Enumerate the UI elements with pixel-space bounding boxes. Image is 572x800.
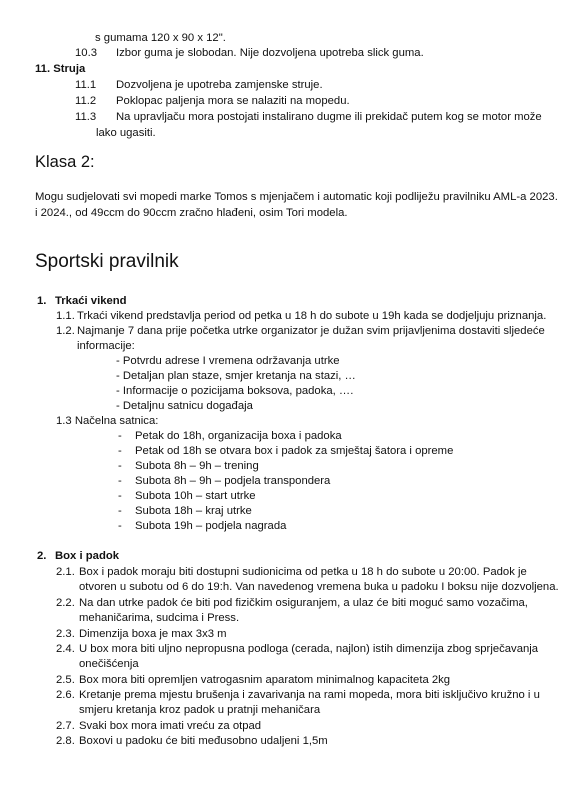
klasa-paragraph-line: Mogu sudjelovati svi mopedi marke Tomos s mjenjačem i automatic koji podliježu pravilniku AML-a 2023. bbox=[35, 191, 558, 203]
dash-bullet: - bbox=[118, 445, 122, 457]
item-number: 2.5. bbox=[56, 674, 75, 686]
item-text: Poklopac paljenja mora se nalaziti na mopedu. bbox=[116, 95, 350, 107]
item-number: 11.1 bbox=[75, 79, 97, 91]
item-number: 10.3 bbox=[75, 47, 97, 59]
klasa-paragraph-line: i 2024., od 49ccm do 90ccm zračno hlađeni, osim Tori modela. bbox=[35, 207, 348, 219]
item-number: 1.2. bbox=[56, 325, 75, 337]
item-text: Na upravljaču mora postojati instalirano dugme ili prekidač putem kog se motor može bbox=[116, 111, 542, 123]
item-text: Izbor guma je slobodan. Nije dozvoljena upotreba slick guma. bbox=[116, 47, 424, 59]
item-text: Boxovi u padoku će biti međusobno udaljeni 1,5m bbox=[79, 735, 328, 747]
item-text: Dimenzija boxa je max 3x3 m bbox=[79, 628, 227, 640]
dash-bullet: - bbox=[118, 490, 122, 502]
section-number: 1. bbox=[37, 295, 47, 307]
item-number: 11.2 bbox=[75, 95, 97, 107]
page-heading: Sportski pravilnik bbox=[35, 251, 179, 272]
info-list-item: - Informacije o pozicijama boksova, padoka, …. bbox=[116, 385, 354, 397]
item-text-continued: mehaničarima, sudcima i Press. bbox=[79, 612, 240, 624]
item-number: 2.7. bbox=[56, 720, 75, 732]
schedule-item: Petak od 18h se otvara box i padok za smještaj šatora i opreme bbox=[135, 445, 454, 457]
dash-bullet: - bbox=[118, 460, 122, 472]
schedule-item: Petak do 18h, organizacija boxa i padoka bbox=[135, 430, 342, 442]
tire-size-text: s gumama 120 x 90 x 12". bbox=[95, 32, 226, 44]
dash-bullet: - bbox=[118, 520, 122, 532]
item-text-continued: otvoren u subotu od 6 do 19:h. Van navedenog vremena buka u padoku I boksu nije dozvoljena. bbox=[79, 581, 559, 593]
schedule-item: Subota 8h – 9h – trening bbox=[135, 460, 259, 472]
item-number: 1.1. bbox=[56, 310, 75, 322]
item-text: Dozvoljena je upotreba zamjenske struje. bbox=[116, 79, 323, 91]
section-title: Box i padok bbox=[55, 550, 120, 562]
schedule-item: Subota 8h – 9h – podjela transpondera bbox=[135, 475, 331, 487]
item-text-continued: smjeru kretanja kroz padok u pratnji mehaničara bbox=[79, 704, 321, 716]
item-text: Trkaći vikend predstavlja period od petka u 18 h do subote u 19h kada se dodjeljuju priznanja. bbox=[77, 310, 547, 322]
item-number: 2.8. bbox=[56, 735, 75, 747]
dash-bullet: - bbox=[118, 430, 122, 442]
item-number: 11.3 bbox=[75, 111, 97, 123]
item-text-continued: informacije: bbox=[77, 340, 135, 352]
item-number: 2.2. bbox=[56, 597, 75, 609]
dash-bullet: - bbox=[118, 475, 122, 487]
dash-bullet: - bbox=[118, 505, 122, 517]
item-text-continued: lako ugasiti. bbox=[96, 127, 156, 139]
schedule-item: Subota 10h – start utrke bbox=[135, 490, 256, 502]
item-number: 2.4. bbox=[56, 643, 75, 655]
section-number: 2. bbox=[37, 550, 47, 562]
item-text-continued: onečišćenja bbox=[79, 658, 139, 670]
item-text: Svaki box mora imati vreću za otpad bbox=[79, 720, 262, 732]
schedule-item: Subota 19h – podjela nagrada bbox=[135, 520, 287, 532]
item-number: 2.3. bbox=[56, 628, 75, 640]
section-title: 11. Struja bbox=[35, 63, 86, 75]
info-list-item: - Detaljnu satnicu događaja bbox=[116, 400, 253, 412]
item-text: Kretanje prema mjestu brušenja i zavarivanja na rami mopeda, mora biti isključivo kružno i u bbox=[79, 689, 540, 701]
info-list-item: - Potvrdu adrese I vremena održavanja utrke bbox=[116, 355, 340, 367]
schedule-label: 1.3 Načelna satnica: bbox=[56, 415, 159, 427]
klasa-heading: Klasa 2: bbox=[35, 153, 95, 171]
item-text: U box mora biti uljno nepropusna podloga (cerada, najlon) istih dimenzija zbog sprječavanja bbox=[79, 643, 539, 655]
item-number: 2.1. bbox=[56, 566, 75, 578]
item-text: Najmanje 7 dana prije početka utrke organizator je dužan svim prijavljenima dostaviti sljedeće bbox=[77, 325, 545, 337]
item-text: Box i padok moraju biti dostupni sudionicima od petka u 18 h do subote u 20:00. Padok je bbox=[79, 566, 527, 578]
info-list-item: - Detaljan plan staze, smjer kretanja na stazi, … bbox=[116, 370, 356, 382]
schedule-item: Subota 18h – kraj utrke bbox=[135, 505, 252, 517]
item-text: Na dan utrke padok će biti pod fizičkim osiguranjem, a ulaz će biti moguć samo vozačima, bbox=[79, 597, 528, 609]
item-text: Box mora biti opremljen vatrogasnim aparatom minimalnog kapaciteta 2kg bbox=[79, 674, 451, 686]
section-title: Trkaći vikend bbox=[55, 295, 127, 307]
item-number: 2.6. bbox=[56, 689, 75, 701]
